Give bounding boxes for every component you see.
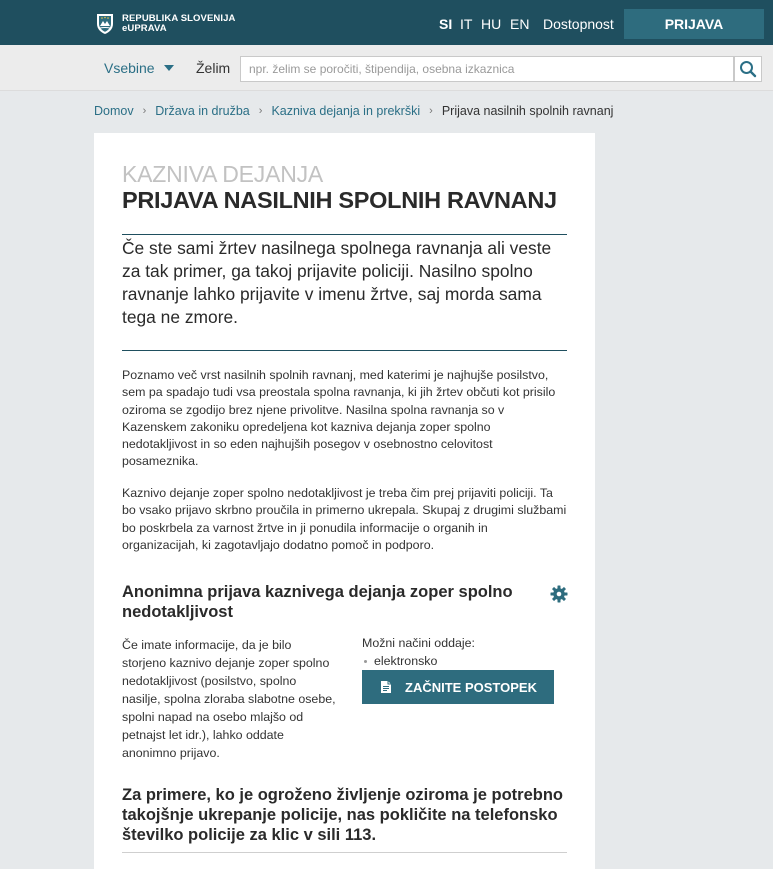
submission-methods-label: Možni načini oddaje: [362, 636, 475, 650]
bullet-icon [364, 660, 367, 663]
coat-of-arms-icon [96, 13, 114, 35]
emergency-notice: Za primere, ko je ogroženo življenje oziroma je potrebno takojšnje ukrepanje policije, nas pokličite na telefonsko številko policije za klic v sili 113. [122, 786, 564, 844]
contents-menu-label: Vsebine [104, 60, 155, 76]
top-header [0, 0, 773, 45]
content-card [94, 133, 595, 869]
gear-icon[interactable] [550, 585, 568, 603]
breadcrumb-current: Prijava nasilnih spolnih ravnanj [441, 104, 614, 118]
start-procedure-button[interactable] [362, 670, 554, 704]
submission-method-item [364, 654, 437, 668]
logo-line-1: REPUBLIKA SLOVENIJA [122, 13, 236, 24]
lang-si[interactable]: SI [439, 16, 453, 32]
lead-paragraph: Če ste sami žrtev nasilnega spolnega ravnanja ali veste za tak primer, ga takoj prijavite policiji. Nasilno spolno ravnanje lahko prijavite v imenu žrtve, saj morda sama tega ne zmore. [122, 238, 552, 327]
document-icon [379, 680, 393, 694]
accessibility-link[interactable]: Dostopnost [543, 16, 614, 32]
breadcrumb [94, 104, 613, 118]
divider [122, 234, 567, 235]
want-label: Želim [196, 60, 231, 76]
anonymous-report-text: Če imate informacije, da je bilo storjeno kaznivo dejanje zoper spolno nedotakljivost (posilstvo, spolno nasilje, spolna zloraba slabotne osebe, spolni napad na osebo mlajšo od petnajst let idr.), lahko oddate anonimno prijavo. [122, 638, 336, 760]
contents-menu[interactable] [104, 60, 174, 76]
chevron-down-icon [164, 65, 174, 71]
lang-hu[interactable]: HU [481, 16, 502, 32]
breadcrumb-state-society[interactable]: Država in družba [155, 104, 250, 118]
submission-method-label: elektronsko [374, 654, 438, 668]
search-button[interactable] [734, 56, 762, 82]
divider [122, 350, 567, 351]
search-icon [739, 60, 757, 78]
lang-it[interactable]: IT [460, 16, 473, 32]
breadcrumb-separator: › [429, 105, 433, 117]
euprava-logo[interactable] [96, 12, 235, 36]
logo-line-2: eUPRAVA [122, 23, 167, 34]
breadcrumb-criminal-offences[interactable]: Kazniva dejanja in prekrški [271, 104, 421, 118]
breadcrumb-separator: › [142, 105, 147, 117]
breadcrumb-home[interactable]: Domov [94, 104, 134, 118]
body-paragraph-1: Poznamo več vrst nasilnih spolnih ravnanj, med katerimi je najhujše posilstvo, sem pa spadajo tudi vsa preostala spolna ravnanja, ki jih žrtev občuti kot prisilo oziroma se zgodijo brez njene privolitve. Nasilna spolna ravnanja so v Kazenskem zakoniku opredeljena kot kazniva dejanja zoper spolno nedotakljivost in so eden najhujših posegov v osebnostno celovitost posameznika. [122, 368, 556, 469]
search-input[interactable] [240, 56, 734, 82]
login-button[interactable]: PRIJAVA [624, 9, 764, 39]
page-title: PRIJAVA NASILNIH SPOLNIH RAVNANJ [122, 187, 557, 213]
search-bar [0, 45, 773, 91]
body-paragraph-2: Kaznivo dejanje zoper spolno nedotakljivost je treba čim prej prijaviti policiji. Ta bo vsako prijavo skrbno proučila in primerno ukrepala. Skupaj z drugimi službami bo poskrbela za varnost žrtve in ji ponudila informacije o organih in organizacijah, ki zagotavljajo dodatno pomoč in podporo. [122, 486, 567, 552]
breadcrumb-separator: › [258, 105, 263, 117]
divider [122, 852, 567, 853]
lang-en[interactable]: EN [510, 16, 530, 32]
page-category: KAZNIVA DEJANJA [122, 161, 324, 187]
start-procedure-label: ZAČNITE POSTOPEK [405, 679, 537, 695]
section-title: Anonimna prijava kaznivega dejanja zoper spolno nedotakljivost [122, 583, 513, 621]
